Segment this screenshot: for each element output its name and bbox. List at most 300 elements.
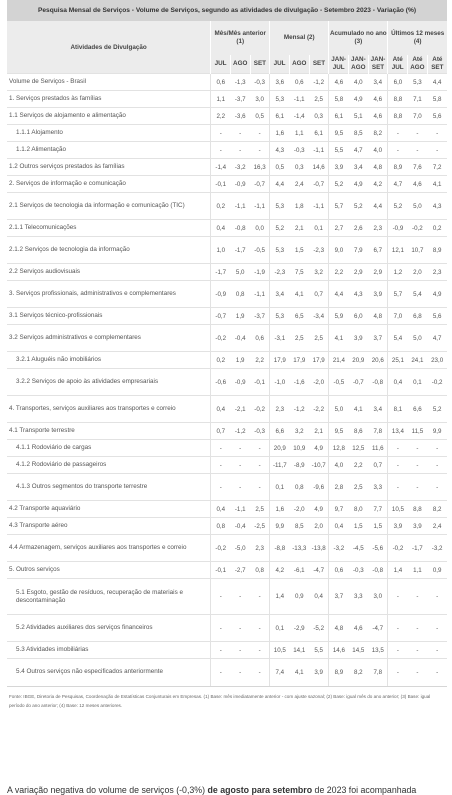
row-label: 4.1.3 Outros segmentos do transporte terrestre [7, 474, 211, 501]
table-body [7, 74, 447, 686]
table-cell: 6,1 [309, 125, 329, 142]
table-cell: - [408, 579, 428, 615]
table-cell: -1,2 [309, 74, 329, 91]
table-cell: 6,5 [289, 308, 309, 325]
table-cell: 8,2 [368, 125, 388, 142]
table-cell: 8,5 [348, 125, 368, 142]
table-cell: 23,0 [427, 352, 447, 369]
row-label: 1.1.2 Alimentação [7, 142, 211, 159]
table-row [7, 501, 447, 518]
table-cell: 4,0 [348, 74, 368, 91]
table-cell: 0,7 [309, 281, 329, 308]
table-cell: -4,7 [368, 615, 388, 642]
table-cell: 3,0 [250, 91, 270, 108]
table-cell: -0,7 [211, 308, 231, 325]
services-table-container [7, 0, 447, 726]
table-cell: - [408, 440, 428, 457]
table-row [7, 237, 447, 264]
table-cell: 1,8 [289, 193, 309, 220]
table-cell: - [388, 440, 408, 457]
table-cell: -2,2 [309, 396, 329, 423]
table-cell: 21,4 [329, 352, 349, 369]
table-cell: 5,3 [408, 74, 428, 91]
table-cell: -0,8 [368, 369, 388, 396]
table-cell: -3,2 [427, 535, 447, 562]
table-cell: 5,3 [270, 308, 290, 325]
table-cell: - [388, 457, 408, 474]
table-cell: 0,8 [211, 518, 231, 535]
table-cell: 2,2 [211, 108, 231, 125]
table-cell: - [427, 142, 447, 159]
table-cell: 2,9 [348, 264, 368, 281]
table-cell: - [230, 125, 250, 142]
header-subcolumn: JAN-JUL [329, 55, 349, 74]
table-cell: 2,5 [309, 325, 329, 352]
table-cell: 8,8 [388, 91, 408, 108]
table-cell: 0,1 [270, 474, 290, 501]
table-cell: 9,7 [329, 501, 349, 518]
table-cell: 4,3 [348, 281, 368, 308]
table-row [7, 352, 447, 369]
table-cell: 8,6 [348, 423, 368, 440]
header-subcolumn: JAN-AGO [348, 55, 368, 74]
table-cell: - [408, 142, 428, 159]
table-cell: 3,4 [368, 396, 388, 423]
table-row [7, 308, 447, 325]
table-cell: 5,3 [270, 237, 290, 264]
table-cell: 5,2 [329, 176, 349, 193]
table-cell: - [250, 440, 270, 457]
table-cell: 3,2 [289, 423, 309, 440]
table-cell: 5,6 [427, 108, 447, 125]
table-cell: -1,1 [289, 91, 309, 108]
row-label: 3.2 Serviços administrativos e complementares [7, 325, 211, 352]
table-cell: -0,9 [388, 220, 408, 237]
table-cell: -2,0 [309, 369, 329, 396]
table-cell: -0,7 [309, 176, 329, 193]
table-cell: - [211, 142, 231, 159]
table-cell: 0,3 [289, 159, 309, 176]
table-cell: 11,6 [368, 440, 388, 457]
table-cell: - [211, 579, 231, 615]
table-cell: 3,3 [368, 474, 388, 501]
table-cell: - [211, 125, 231, 142]
table-row [7, 423, 447, 440]
table-cell: 0,6 [211, 74, 231, 91]
table-cell: -5,0 [230, 535, 250, 562]
table-cell: -5,6 [368, 535, 388, 562]
row-label: Volume de Serviços - Brasil [7, 74, 211, 91]
table-cell: - [250, 642, 270, 659]
row-label: 3.1 Serviços técnico-profissionais [7, 308, 211, 325]
table-cell: - [250, 579, 270, 615]
table-cell: 9,9 [270, 518, 290, 535]
table-cell: 0,6 [289, 74, 309, 91]
table-cell: 4,6 [368, 91, 388, 108]
table-cell: -5,2 [309, 615, 329, 642]
table-cell: -0,2 [408, 220, 428, 237]
table-cell: 4,2 [368, 176, 388, 193]
table-cell: -1,1 [230, 193, 250, 220]
table-cell: 3,0 [368, 579, 388, 615]
table-cell: -0,4 [230, 325, 250, 352]
table-cell: - [427, 659, 447, 686]
table-cell: 6,0 [388, 74, 408, 91]
table-cell: -2,9 [289, 615, 309, 642]
table-cell: -1,7 [211, 264, 231, 281]
table-cell: -0,6 [211, 369, 231, 396]
table-cell: -3,7 [230, 91, 250, 108]
table-cell: 5,9 [329, 308, 349, 325]
table-cell: -2,1 [230, 396, 250, 423]
table-cell: 0,7 [211, 423, 231, 440]
table-cell: -9,6 [309, 474, 329, 501]
table-cell: -1,2 [230, 423, 250, 440]
table-cell: 20,9 [348, 352, 368, 369]
table-cell: 0,8 [289, 474, 309, 501]
table-cell: 7,6 [408, 159, 428, 176]
table-cell: 0,4 [211, 220, 231, 237]
table-cell: 0,4 [211, 501, 231, 518]
table-cell: 5,7 [329, 193, 349, 220]
header-subcolumn: AGO [230, 55, 250, 74]
header-subcolumn: JUL [211, 55, 231, 74]
table-cell: 5,2 [427, 396, 447, 423]
row-label: 5.4 Outros serviços não especificados anteriormente [7, 659, 211, 686]
table-cell: 1,4 [388, 562, 408, 579]
table-cell: - [388, 142, 408, 159]
table-cell: 5,0 [329, 396, 349, 423]
table-cell: -0,2 [250, 396, 270, 423]
table-cell: 9,9 [427, 423, 447, 440]
table-cell: 2,6 [348, 220, 368, 237]
table-footnote: Fonte: IBGE, Diretoria de Pesquisas, Coordenação de Estatísticas Conjunturais em Empresas. (1) Base: mês imediatamente anterior - com ajuste sazonal; (2) Base: igual mês do ano anterior; (3) Base: igual período do ano anterior; (4) Base: 12 meses anteriores. [7, 686, 447, 726]
table-cell: - [388, 125, 408, 142]
table-cell: - [211, 474, 231, 501]
table-cell: 5,5 [309, 642, 329, 659]
table-cell: -2,5 [250, 518, 270, 535]
table-cell: -2,3 [309, 237, 329, 264]
table-cell: 0,2 [211, 193, 231, 220]
table-cell: - [250, 457, 270, 474]
table-cell: -0,9 [230, 176, 250, 193]
table-cell: 4,0 [368, 142, 388, 159]
table-cell: 2,7 [329, 220, 349, 237]
table-cell: 3,9 [309, 659, 329, 686]
table-cell: 5,7 [388, 281, 408, 308]
table-cell: -0,4 [230, 518, 250, 535]
table-cell: 5,6 [427, 308, 447, 325]
table-cell: - [408, 642, 428, 659]
table-cell: 0,1 [309, 220, 329, 237]
table-cell: 5,0 [408, 325, 428, 352]
table-cell: 5,5 [329, 142, 349, 159]
table-cell: 4,2 [270, 562, 290, 579]
table-row [7, 440, 447, 457]
table-cell: -0,8 [230, 220, 250, 237]
table-cell: -1,9 [250, 264, 270, 281]
table-cell: 8,9 [427, 237, 447, 264]
table-cell: -0,5 [329, 369, 349, 396]
table-cell: 2,2 [329, 264, 349, 281]
row-label: 2.1.2 Serviços de tecnologia da informação [7, 237, 211, 264]
table-cell: - [250, 615, 270, 642]
row-label: 4. Transportes, serviços auxiliares aos transportes e correio [7, 396, 211, 423]
table-cell: 0,4 [211, 396, 231, 423]
table-cell: 0,2 [427, 220, 447, 237]
table-cell: 17,9 [289, 352, 309, 369]
table-row [7, 220, 447, 237]
table-cell: - [230, 642, 250, 659]
table-cell: -3,4 [309, 308, 329, 325]
table-cell: - [230, 457, 250, 474]
table-cell: -2,7 [230, 562, 250, 579]
table-cell: 0,1 [408, 369, 428, 396]
table-cell: 4,9 [348, 176, 368, 193]
table-cell: -0,2 [427, 369, 447, 396]
table-cell: 20,6 [368, 352, 388, 369]
table-cell: -1,4 [289, 108, 309, 125]
table-cell: -3,2 [329, 535, 349, 562]
table-cell: - [250, 474, 270, 501]
table-cell: -11,7 [270, 457, 290, 474]
table-cell: 4,8 [368, 308, 388, 325]
row-label: 3.2.1 Aluguéis não imobiliários [7, 352, 211, 369]
table-cell: 7,7 [368, 501, 388, 518]
table-cell: 2,5 [348, 474, 368, 501]
table-cell: - [408, 659, 428, 686]
table-cell: 4,8 [368, 159, 388, 176]
header-subcolumn: JAN-SET [368, 55, 388, 74]
table-cell: 1,2 [388, 264, 408, 281]
table-cell: - [408, 474, 428, 501]
table-row [7, 642, 447, 659]
header-group-12m: Últimos 12 meses (4) [388, 21, 447, 55]
table-cell: - [211, 615, 231, 642]
table-row [7, 125, 447, 142]
row-label: 5. Outros serviços [7, 562, 211, 579]
table-cell: 0,8 [250, 562, 270, 579]
table-cell: 3,9 [329, 159, 349, 176]
paragraph-text-start: A variação negativa do volume de serviços (-0,3%) [7, 785, 208, 795]
table-cell: 4,9 [309, 501, 329, 518]
table-cell: 3,7 [329, 579, 349, 615]
table-cell: - [408, 125, 428, 142]
table-cell: 5,4 [388, 325, 408, 352]
table-row [7, 193, 447, 220]
header-subcolumn: AGO [289, 55, 309, 74]
table-cell: -2,0 [289, 501, 309, 518]
table-cell: 2,5 [289, 325, 309, 352]
table-cell: 0,9 [427, 562, 447, 579]
table-cell: 10,7 [408, 237, 428, 264]
table-cell: 1,0 [211, 237, 231, 264]
table-cell: 0,6 [250, 325, 270, 352]
table-cell: 1,1 [289, 125, 309, 142]
table-cell: 12,8 [329, 440, 349, 457]
row-label: 1. Serviços prestados às famílias [7, 91, 211, 108]
header-subcolumn: Até JUL [388, 55, 408, 74]
table-row [7, 264, 447, 281]
table-cell: - [230, 659, 250, 686]
table-cell: -1,4 [211, 159, 231, 176]
table-row [7, 91, 447, 108]
table-cell: 4,1 [289, 281, 309, 308]
table-cell: -0,2 [211, 325, 231, 352]
table-row [7, 396, 447, 423]
table-cell: 17,9 [309, 352, 329, 369]
table-cell: -0,3 [348, 562, 368, 579]
table-cell: 7,0 [388, 308, 408, 325]
table-cell: 7,9 [348, 237, 368, 264]
header-group-ytd: Acumulado no ano (3) [329, 21, 388, 55]
table-cell: 1,5 [348, 518, 368, 535]
table-cell: 8,5 [289, 518, 309, 535]
table-cell: 4,1 [427, 176, 447, 193]
table-cell: - [408, 615, 428, 642]
table-cell: -13,8 [309, 535, 329, 562]
table-title: Pesquisa Mensal de Serviços - Volume de Serviços, segundo as atividades de divulgação - Setembro 2023 - Variação (%) [7, 0, 447, 21]
table-cell: 6,1 [329, 108, 349, 125]
table-cell: 3,4 [348, 159, 368, 176]
table-cell: 3,9 [368, 281, 388, 308]
table-cell: - [388, 579, 408, 615]
table-cell: 3,3 [348, 579, 368, 615]
table-row [7, 159, 447, 176]
table-cell: -0,9 [211, 281, 231, 308]
table-cell: - [211, 440, 231, 457]
table-cell: 12,5 [348, 440, 368, 457]
table-cell: -2,3 [270, 264, 290, 281]
table-cell: -3,6 [230, 108, 250, 125]
table-cell: 6,6 [408, 396, 428, 423]
table-cell: - [250, 659, 270, 686]
table-cell: 4,6 [348, 615, 368, 642]
row-label: 1.2 Outros serviços prestados às famílias [7, 159, 211, 176]
table-cell: 7,2 [427, 159, 447, 176]
table-cell: -1,0 [270, 369, 290, 396]
table-cell: 10,5 [388, 501, 408, 518]
table-cell: -0,3 [250, 423, 270, 440]
row-label: 2.2 Serviços audiovisuais [7, 264, 211, 281]
table-cell: 5,3 [270, 91, 290, 108]
table-cell: - [230, 615, 250, 642]
table-row [7, 579, 447, 615]
table-row [7, 457, 447, 474]
table-cell: -0,2 [211, 535, 231, 562]
table-cell: 5,3 [270, 193, 290, 220]
table-cell: - [427, 642, 447, 659]
table-cell: 11,5 [408, 423, 428, 440]
table-cell: 7,8 [368, 659, 388, 686]
table-cell: 6,0 [348, 308, 368, 325]
table-cell: 10,9 [289, 440, 309, 457]
table-cell: 4,1 [348, 396, 368, 423]
table-cell: - [427, 474, 447, 501]
table-cell: 4,0 [329, 457, 349, 474]
table-cell: -10,7 [309, 457, 329, 474]
table-cell: 3,4 [270, 281, 290, 308]
table-cell: 9,5 [329, 125, 349, 142]
table-cell: -0,1 [250, 369, 270, 396]
table-cell: 7,8 [368, 423, 388, 440]
table-cell: 4,6 [329, 74, 349, 91]
table-cell: 5,2 [270, 220, 290, 237]
table-row [7, 142, 447, 159]
table-cell: 16,3 [250, 159, 270, 176]
table-cell: 4,4 [270, 176, 290, 193]
row-label: 2.1.1 Telecomunicações [7, 220, 211, 237]
table-cell: 2,5 [309, 91, 329, 108]
table-cell: -1,1 [230, 501, 250, 518]
table-cell: 4,6 [368, 108, 388, 125]
table-cell: 0,5 [250, 108, 270, 125]
table-cell: -3,2 [230, 159, 250, 176]
table-cell: 0,4 [329, 518, 349, 535]
header-subcolumn: SET [250, 55, 270, 74]
table-cell: 5,0 [408, 193, 428, 220]
table-cell: - [211, 659, 231, 686]
paragraph-text-end: de 2023 foi acompanhada [312, 785, 417, 795]
table-cell: 14,5 [348, 642, 368, 659]
table-cell: 4,6 [408, 176, 428, 193]
table-cell: 24,1 [408, 352, 428, 369]
table-row [7, 518, 447, 535]
table-cell: 1,5 [289, 237, 309, 264]
table-cell: -0,1 [211, 176, 231, 193]
table-cell: -0,7 [348, 369, 368, 396]
table-cell: -1,7 [408, 535, 428, 562]
services-volume-table [7, 0, 447, 686]
table-cell: -1,7 [230, 237, 250, 264]
table-cell: 2,0 [408, 264, 428, 281]
table-cell: -4,7 [309, 562, 329, 579]
table-row [7, 659, 447, 686]
table-cell: -0,3 [250, 74, 270, 91]
table-cell: 3,2 [309, 264, 329, 281]
table-cell: - [427, 579, 447, 615]
table-cell: 2,1 [309, 423, 329, 440]
table-cell: 2,0 [309, 518, 329, 535]
table-row [7, 325, 447, 352]
row-label: 3. Serviços profissionais, administrativos e complementares [7, 281, 211, 308]
row-label: 2.1 Serviços de tecnologia da informação e comunicação (TIC) [7, 193, 211, 220]
table-cell: 4,4 [368, 193, 388, 220]
table-cell: -3,1 [270, 325, 290, 352]
table-cell: 2,3 [368, 220, 388, 237]
table-cell: 13,4 [388, 423, 408, 440]
table-cell: 5,2 [348, 193, 368, 220]
row-label: 4.3 Transporte aéreo [7, 518, 211, 535]
table-cell: 6,8 [408, 308, 428, 325]
table-cell: 7,5 [289, 264, 309, 281]
table-cell: 6,7 [368, 237, 388, 264]
row-label: 3.2.2 Serviços de apoio às atividades empresariais [7, 369, 211, 396]
table-cell: 7,1 [408, 91, 428, 108]
table-cell: 8,8 [388, 108, 408, 125]
table-cell: 5,0 [230, 264, 250, 281]
table-cell: -1,1 [309, 142, 329, 159]
table-cell: 25,1 [388, 352, 408, 369]
table-cell: 12,1 [388, 237, 408, 264]
table-cell: -13,3 [289, 535, 309, 562]
table-cell: 0,9 [289, 579, 309, 615]
paragraph-bold-text: de agosto para setembro [207, 785, 313, 795]
table-cell: -0,1 [211, 562, 231, 579]
table-cell: 3,7 [368, 325, 388, 352]
table-cell: 0,4 [388, 369, 408, 396]
table-cell: 8,9 [329, 659, 349, 686]
